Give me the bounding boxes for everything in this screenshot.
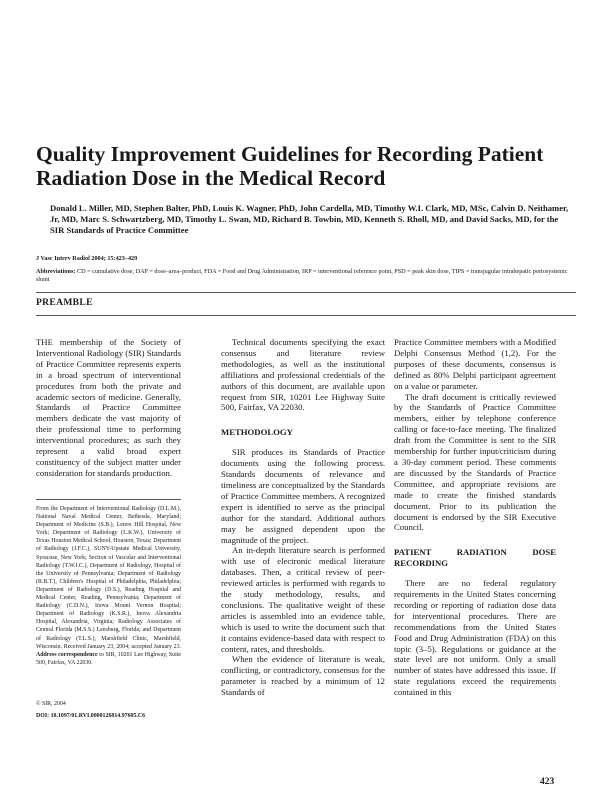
patient-dose-heading: PATIENT RADIATION DOSE RECORDING — [394, 547, 556, 569]
methodology-paragraph: When the evidence of literature is weak, conflicting, or contradictory, consensus for the parameter is reached by a minimum of 12 Standards of — [221, 654, 385, 698]
doi-text: DOI: 10.1097/01.RVI.0000126814.97605.C6 — [36, 713, 146, 719]
preamble-paragraph: THE membership of the Society of Interventional Radiology (SIR) Standards of Practice Committee represents experts in a broad spectrum of interventional procedures from both the private and academic sectors of medicine. Generally, Standards of Practice Committee members dedicate the vast majority of their professional time to performing interventional procedures; as such they represent a valid broad expert constituency of the subject matter under consideration for standards production. — [36, 337, 182, 478]
copyright-text: © SIR, 2004 — [36, 701, 66, 707]
abbreviations-text: CD = cumulative dose, DAP = dose–area–product, FDA = Food and Drug Administration, IRP = interventional reference point, PSD = peak skin dose, TIPS = transjugular intrahepatic portosystemic shunt — [36, 268, 568, 284]
abbreviations-label: Abbreviations: — [36, 268, 76, 275]
column-1 — [36, 337, 181, 479]
abbreviations — [36, 268, 576, 285]
preamble-heading: PREAMBLE — [36, 297, 93, 308]
copyright-block — [36, 700, 186, 720]
footnote-divider — [36, 499, 181, 500]
divider — [36, 315, 576, 316]
page-number: 423 — [540, 777, 555, 787]
methodology-paragraph: An in-depth literature search is performed with use of electronic medical literature databases. Then, a critical review of peer-reviewed articles is performed with regards to the study methodology, results, and conclusions. The qualitative weight of these articles is assembled into an evidence table, which is used to write the document such that it contains evidence-based data with respect to content, rates, and thresholds. — [221, 545, 385, 654]
methodology-paragraph: SIR produces its Standards of Practice documents using the following process. Standards documents of relevance and timeliness are conceptualized by the Standards of Practice Committee members. A recognized expert is identified to serve as the principal author for the standard. Additional authors may be assigned dependent upon the magnitude of the project. — [221, 447, 385, 545]
article-title: Quality Improvement Guidelines for Recording Patient Radiation Dose in the Medical Record — [36, 142, 544, 190]
journal-reference — [36, 255, 576, 263]
author-list: Donald L. Miller, MD, Stephen Balter, PhD, Louis K. Wagner, PhD, John Cardella, MD, Timothy W.I. Clark, MD, MSc, Calvin D. Neithamer, Jr, MD, Marc S. Schwartzberg, MD, Timothy L. Swan, MD, Richard B. Towbin, MD, Kenneth S. Rholl, MD, and David Sacks, MD, for the SIR Standards of Practice Committee — [50, 203, 569, 236]
journal-citation: J Vasc Interv Radiol 2004; 15:423–429 — [36, 255, 138, 262]
column-2 — [221, 337, 385, 698]
methodology-paragraph: Practice Committee members with a Modified Delphi Consensus Method (1,2). For the purposes of these documents, consensus is defined as 80% Delphi participant agreement on a value or parameter. — [394, 337, 556, 391]
methodology-paragraph: Technical documents specifying the exact consensus and literature review methodologies, as well as the institutional affiliations and professional credentials of the authors of this document, are available upon request from SIR, 10201 Lee Highway Suite 500, Fairfax, VA 22030. — [221, 337, 385, 413]
correspondence-label: Address correspondence — [36, 651, 98, 658]
affiliations-text: From the Department of Interventional Radiology (D.L.M.), National Naval Medical Center, Bethesda, Maryland; Department of Medicine (S.B.), Lenox Hill Hospital, New York; Department of Radiology (L.K.W.), University of Texas Houston Medical School, Houston, Texas; Department of Radiology (J.F.C.), SUNY-Upstate Medical University, Syracuse, New York; Section of Vascular and Interventional Radiology (T.W.I.C.), Department of Radiology, Hospital of the University of Pennsylvania; Department of Radiology (R.B.T.), Children's Hospital of Philadelphia, Philadelphia; Department of Radiology (D.S.), Reading Hospital and Medical Center, Reading, Pennsylvania; Department of Radiology (C.D.N.), Inova Mount Vernon Hospital; Department of Radiology (K.S.R.), Inova Alexandria Hospital, Alexandria, Virginia; Radiology Associates of Central Florida (M.S.S.) Leesburg, Florida; and Department of Radiology (T.L.S.), Marshfield Clinic, Marshfield, Wisconsin. Received January 23, 2004; accepted January 23. — [36, 506, 181, 650]
affiliations-footnote — [36, 505, 181, 667]
divider — [36, 292, 576, 293]
patient-dose-paragraph: There are no federal regulatory requirements in the United States concerning recording or reporting of radiation dose data for interventional procedures. There are recommendations from the United States Food and Drug Administration (FDA) on this topic (3–5). Regulations or guidance at the state level are not uniform. Only a small number of states have addressed this issue. If state regulations exceed the requirements contained in this — [394, 578, 556, 698]
column-3 — [394, 337, 556, 698]
correspondence-text: to SIR, 10201 Lee Highway, Suite 500, Fairfax, VA 22030. — [36, 651, 181, 666]
methodology-heading: METHODOLOGY — [221, 427, 293, 438]
methodology-paragraph: The draft document is critically reviewed by the Standards of Practice Committee members, either by telephone conference calling or face-to-face meeting. The finalized draft from the Committee is sent to the SIR membership for further input/criticism during a 30-day comment period. These comments are discussed by the Standards of Practice Committee, and appropriate revisions are made to create the finished standards document. Prior to its publication the document is endorsed by the SIR Executive Council. — [394, 391, 556, 533]
